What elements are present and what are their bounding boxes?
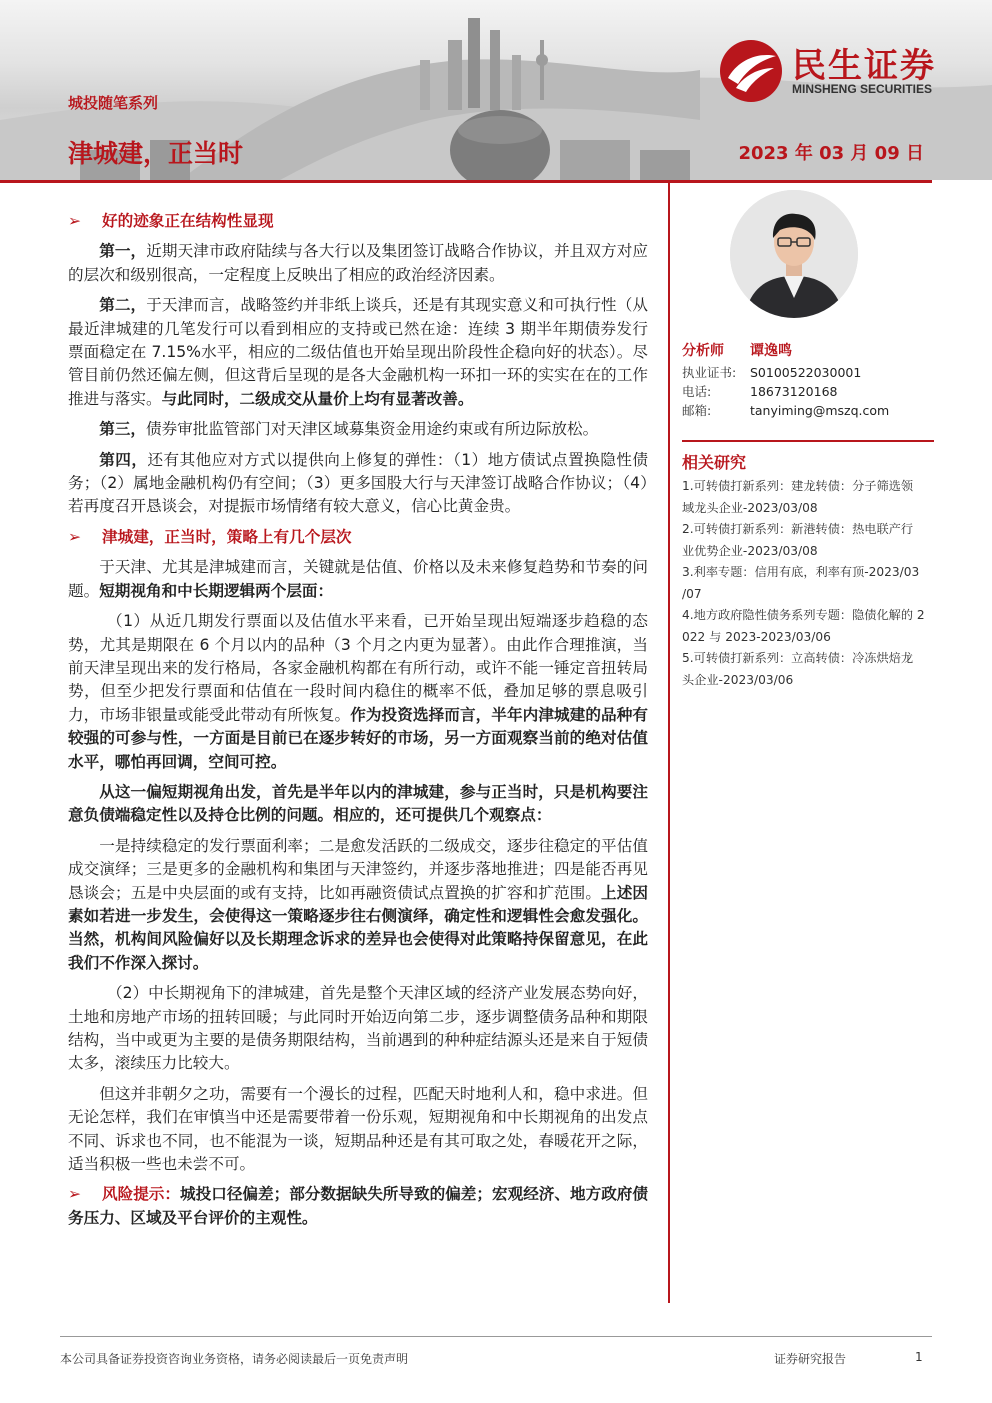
risk-warning: ➢ 风险提示：城投口径偏差；部分数据缺失所导致的偏差；宏观经济、地方政府债务压力、区域及平台评价的主观性。 — [68, 1185, 648, 1227]
section-heading-1: ➢ 好的迹象正在结构性显现 — [68, 210, 648, 233]
email-label: 邮箱: — [682, 403, 712, 418]
related-item[interactable]: 2.可转债打新系列：新港转债：热电联产行 业优势企业-2023/03/08 — [682, 522, 914, 558]
related-item[interactable]: 1.可转债打新系列：建龙转债：分子筛选领 域龙头企业-2023/03/08 — [682, 479, 914, 515]
analyst-info — [682, 342, 932, 420]
footer-disclaimer: 本公司具备证券投资咨询业务资格，请务必阅读最后一页免责声明 — [60, 1352, 409, 1366]
page-number: 1 — [915, 1350, 923, 1364]
company-logo — [718, 38, 968, 108]
related-item[interactable]: 4.地方政府隐性债务系列专题：隐债化解的 2 022 与 2023-2023/03/06 — [682, 608, 925, 644]
paragraph-5: 于天津、尤其是津城建而言，关键就是估值、价格以及未来修复趋势和节奏的问题。短期视角和中长期逻辑两个层面： — [68, 558, 648, 600]
cert-row — [682, 363, 932, 382]
main-content — [68, 210, 648, 1237]
analyst-avatar-icon — [730, 190, 858, 318]
arrow-bullet-icon: ➢ — [68, 527, 82, 546]
paragraph-10: 但这并非朝夕之功，需要有一个漫长的过程，匹配天时地利人和，稳中求进。但无论怎样，我们在审慎当中还是需要带着一份乐观，短期视角和中长期视角的出发点不同、诉求也不同，也不能混为一谈，短期品种还是有其可取之处，春暖花开之际，适当积极一些也未尝不可。 — [68, 1084, 648, 1174]
paragraph-8: 一是持续稳定的发行票面利率；二是愈发活跃的二级成交，逐步往稳定的平估值成交演绎；三是更多的金融机构和集团与天津签约，并逐步落地推进；四是能否再见恳谈会；五是中央层面的或有支持，比如再融资债试点置换的扩容和扩范围。上述因素如若进一步发生，会使得这一策略逐步往右侧演绎，确定性和逻辑性会愈发强化。当然，机构间风险偏好以及长期理念诉求的差异也会使得对此策略持保留意见，在此我们不作深入探讨。 — [68, 836, 648, 972]
paragraph-4: 第四，还有其他应对方式以提供向上修复的弹性：（1）地方债试点置换隐性债务；（2）属地金融机构仍有空间；（3）更多国股大行与天津签订战略合作协议；（4）若再度召开恳谈会，对提振市场情绪有较大意义，信心比黄金贵。 — [68, 450, 648, 516]
footer-report-type: 证券研究报告 — [774, 1352, 847, 1366]
analyst-photo — [730, 190, 858, 318]
paragraph-1: 第一，近期天津市政府陆续与各大行以及集团签订战略合作协议，并且双方对应的层次和级别很高，一定程度上反映出了相应的政治经济因素。 — [68, 242, 648, 284]
arrow-bullet-icon: ➢ — [68, 1185, 82, 1204]
paragraph-7: 从这一偏短期视角出发，首先是半年以内的津城建，参与正当时，只是机构要注意负债端稳定性以及持仓比例的问题。相应的，还可提供几个观察点： — [68, 782, 648, 825]
header-rule — [0, 180, 932, 183]
phone-value: 18673120168 — [750, 384, 838, 399]
minsheng-logo-icon — [718, 38, 784, 104]
report-date: 2023 年 03 月 09 日 — [738, 143, 924, 164]
analyst-row — [682, 342, 932, 361]
paragraph-9: （2）中长期视角下的津城建，首先是整个天津区域的经济产业发展态势向好，土地和房地产市场的扭转回暖；与此同时开始迈向第二步，逐步调整债务品种和期限结构，当中或更为主要的是债务期限结构，当前遇到的种种症结源头还是来自于短债太多，滚续压力比较大。 — [68, 984, 648, 1073]
column-divider — [668, 183, 670, 1303]
sidebar-rule — [682, 440, 934, 442]
report-series: 城投随笔系列 — [68, 94, 159, 112]
logo-chinese-name: 民生证券 — [792, 46, 936, 86]
related-research-title: 相关研究 — [682, 453, 747, 472]
cert-value: S0100522030001 — [750, 365, 862, 380]
email-value[interactable]: tanyiming@mszq.com — [750, 403, 890, 418]
paragraph-6: （1）从近几期发行票面以及估值水平来看，已开始呈现出短端逐步趋稳的态势，尤其是期限在 6 个月以内的品种（3 个月之内更为显著）。由此作合理推演，当前天津呈现出来的发行格局，各家金融机构都在有所行动，或许不能一锤定音扭转局势，但至少把发行票面和估值在一段时间内稳住的概率不低，叠加足够的票息吸引力，市场非银量或能受此带动有所恢复。作为投资选择而言，半年内津城建的品种有较强的可参与性，一方面是目前已在逐步转好的市场，另一方面观察当前的绝对估值水平，哪怕再回调，空间可控。 — [68, 612, 648, 771]
section-heading-2: ➢ 津城建，正当时，策略上有几个层次 — [68, 526, 648, 549]
phone-label: 电话: — [682, 384, 712, 399]
header-banner — [0, 0, 992, 180]
phone-row — [682, 382, 932, 401]
analyst-label: 分析师 — [682, 343, 724, 359]
analyst-name: 谭逸鸣 — [750, 343, 792, 359]
logo-english-name: MINSHENG SECURITIES — [792, 82, 933, 96]
report-title: 津城建，正当时 — [68, 139, 244, 168]
arrow-bullet-icon: ➢ — [68, 212, 82, 230]
email-row — [682, 401, 932, 420]
paragraph-2: 第二，于天津而言，战略签约并非纸上谈兵，还是有其现实意义和可执行性（从最近津城建的几笔发行可以看到相应的支持或已然在途：连续 3 期半年期债券发行票面稳定在 7.15%水平，相应的二级估值也开始呈现出阶段性企稳向好的状态）。尽管目前仍然还偏左侧，但这背后呈现的是各大金融机构一环扣一环的实实在在的工作推进与落实。与此同时，二级成交从量价上均有显著改善。 — [68, 296, 648, 408]
related-research-list — [682, 476, 928, 691]
related-item[interactable]: 3.利率专题：信用有底，利率有顶-2023/03 /07 — [682, 565, 920, 601]
cert-label: 执业证书: — [682, 365, 737, 380]
related-item[interactable]: 5.可转债打新系列：立高转债：冷冻烘焙龙 头企业-2023/03/06 — [682, 651, 914, 687]
footer-rule — [60, 1336, 932, 1337]
paragraph-3: 第三，债券审批监管部门对天津区域募集资金用途约束或有所边际放松。 — [99, 420, 599, 439]
